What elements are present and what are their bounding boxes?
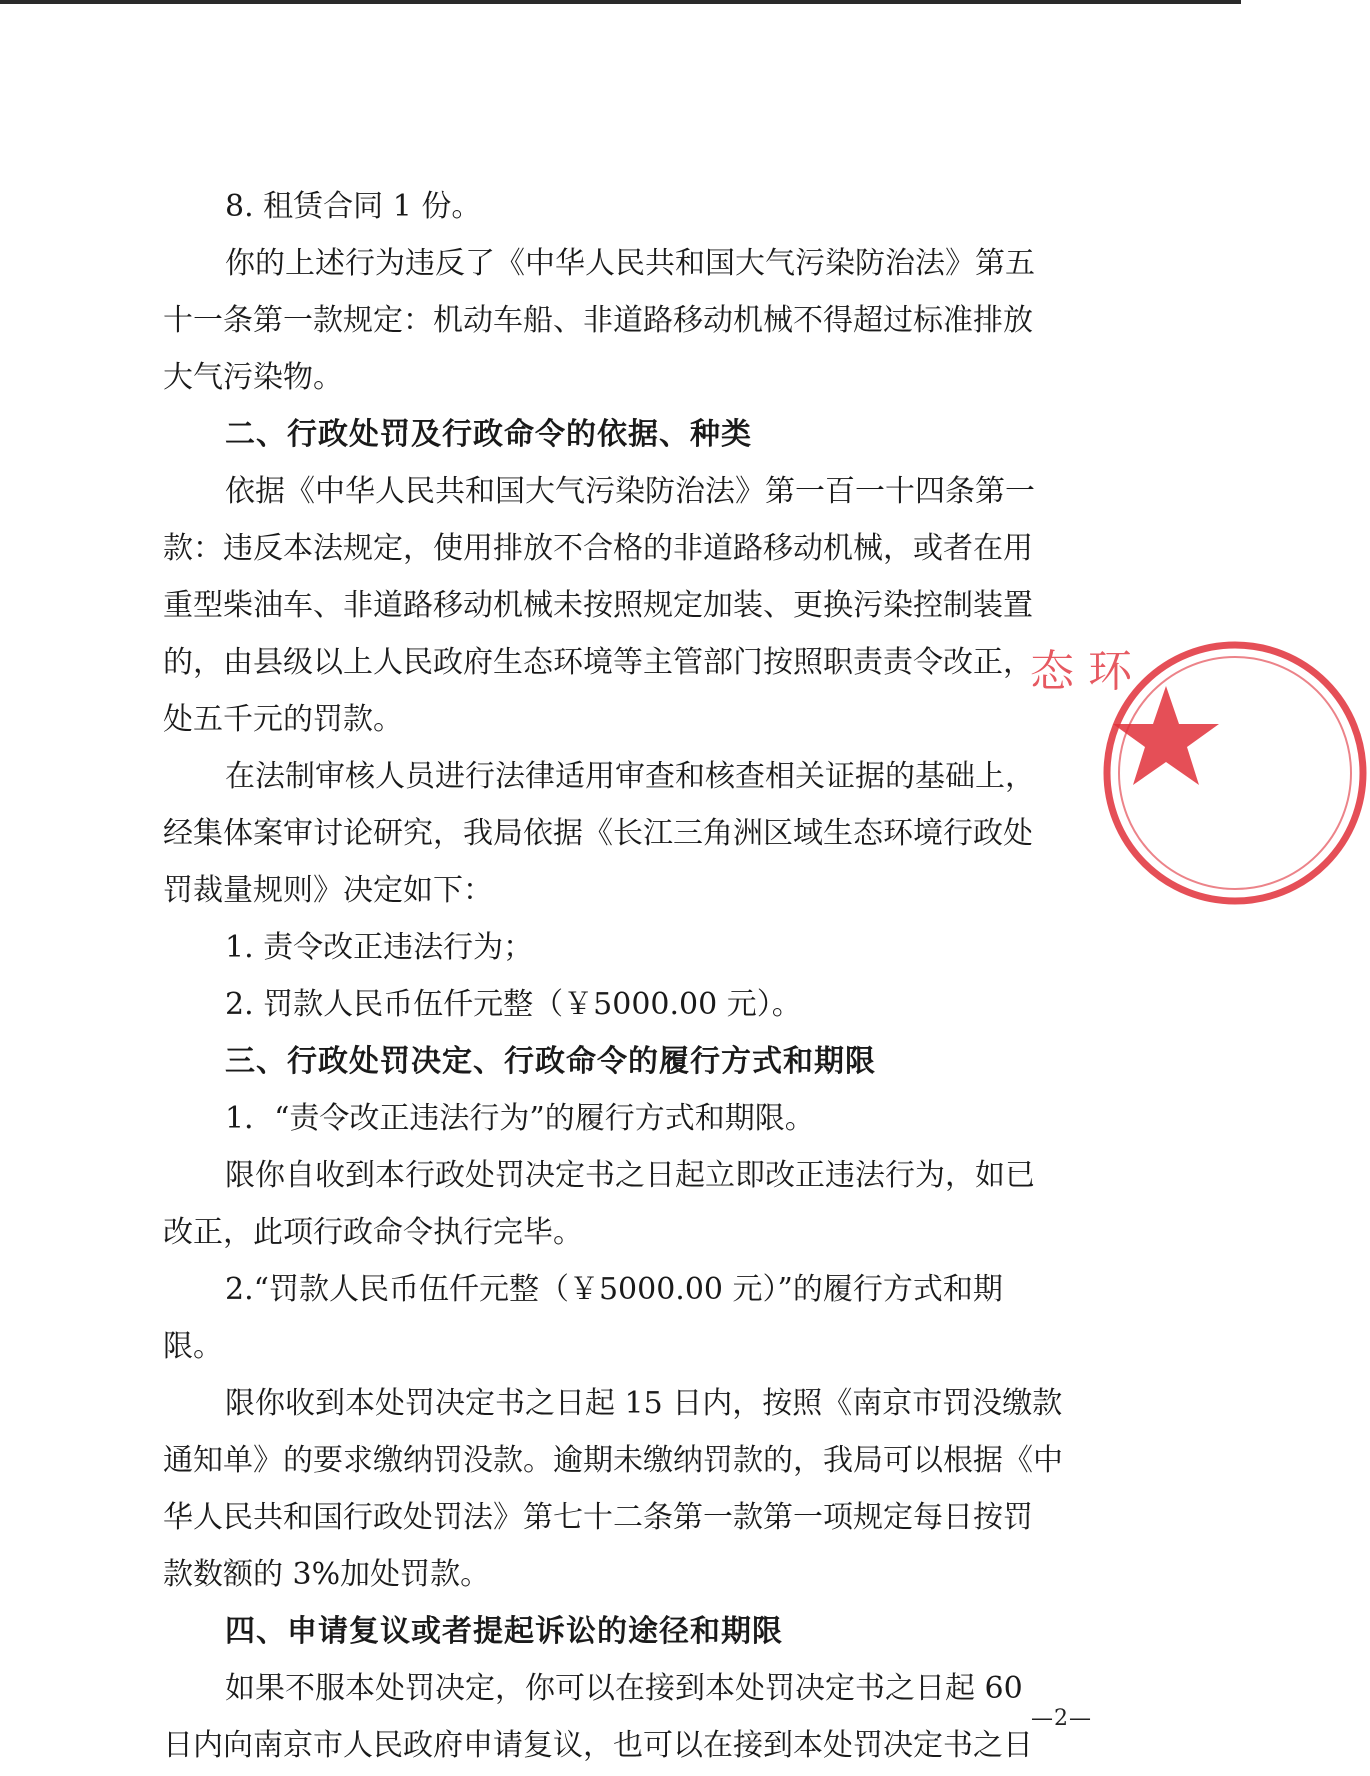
text-line: 款数额的 3%加处罚款。 [163, 1557, 491, 1592]
text-line: 限。 [163, 1329, 223, 1364]
text-line: 改正，此项行政命令执行完毕。 [163, 1215, 583, 1250]
section-heading: 三、行政处罚决定、行政命令的履行方式和期限 [225, 1044, 876, 1079]
seal-text: 态 环 [1030, 646, 1132, 697]
text-line: 在法制审核人员进行法律适用审查和核查相关证据的基础上， [225, 759, 1035, 794]
text-line: 你的上述行为违反了《中华人民共和国大气污染防治法》第五 [225, 246, 1035, 281]
text-line: 处五千元的罚款。 [163, 702, 403, 737]
text-line: 8. 租赁合同 1 份。 [225, 189, 482, 224]
text-line: 罚裁量规则》决定如下： [163, 873, 493, 908]
text-line: 经集体案审讨论研究，我局依据《长江三角洲区域生态环境行政处 [163, 816, 1033, 851]
text-line: 的，由县级以上人民政府生态环境等主管部门按照职责责令改正， [163, 645, 1033, 680]
text-line: 1. 责令改正违法行为； [225, 930, 534, 965]
text-line: 1．“责令改正违法行为”的履行方式和期限。 [225, 1101, 815, 1136]
official-seal [1030, 638, 1370, 908]
text-line: 限你收到本处罚决定书之日起 15 日内，按照《南京市罚没缴款 [225, 1386, 1063, 1421]
text-line: 如果不服本处罚决定，你可以在接到本处罚决定书之日起 60 [225, 1671, 1023, 1706]
document-body [163, 178, 1083, 1774]
text-line: 重型柴油车、非道路移动机械未按照规定加装、更换污染控制装置 [163, 588, 1033, 623]
text-line: 2. 罚款人民币伍仟元整（￥5000.00 元）。 [225, 987, 802, 1022]
text-line: 通知单》的要求缴纳罚没款。逾期未缴纳罚款的，我局可以根据《中 [163, 1443, 1063, 1478]
text-line: 华人民共和国行政处罚法》第七十二条第一款第一项规定每日按罚 [163, 1500, 1033, 1535]
section-heading: 二、行政处罚及行政命令的依据、种类 [225, 417, 752, 452]
text-line: 十一条第一款规定：机动车船、非道路移动机械不得超过标准排放 [163, 303, 1033, 338]
text-line: 日内向南京市人民政府申请复议，也可以在接到本处罚决定书之日 [163, 1728, 1033, 1763]
text-line: 款：违反本法规定，使用排放不合格的非道路移动机械，或者在用 [163, 531, 1033, 566]
text-line: 依据《中华人民共和国大气污染防治法》第一百一十四条第一 [225, 474, 1035, 509]
section-heading: 四、申请复议或者提起诉讼的途径和期限 [225, 1614, 783, 1649]
text-line: 限你自收到本行政处罚决定书之日起立即改正违法行为，如已 [225, 1158, 1035, 1193]
text-line: 2.“罚款人民币伍仟元整（￥5000.00 元）”的履行方式和期 [225, 1272, 1003, 1307]
text-line: 大气污染物。 [163, 360, 343, 395]
top-border-rule [0, 0, 1241, 4]
page-number: —2— [1031, 1706, 1092, 1731]
